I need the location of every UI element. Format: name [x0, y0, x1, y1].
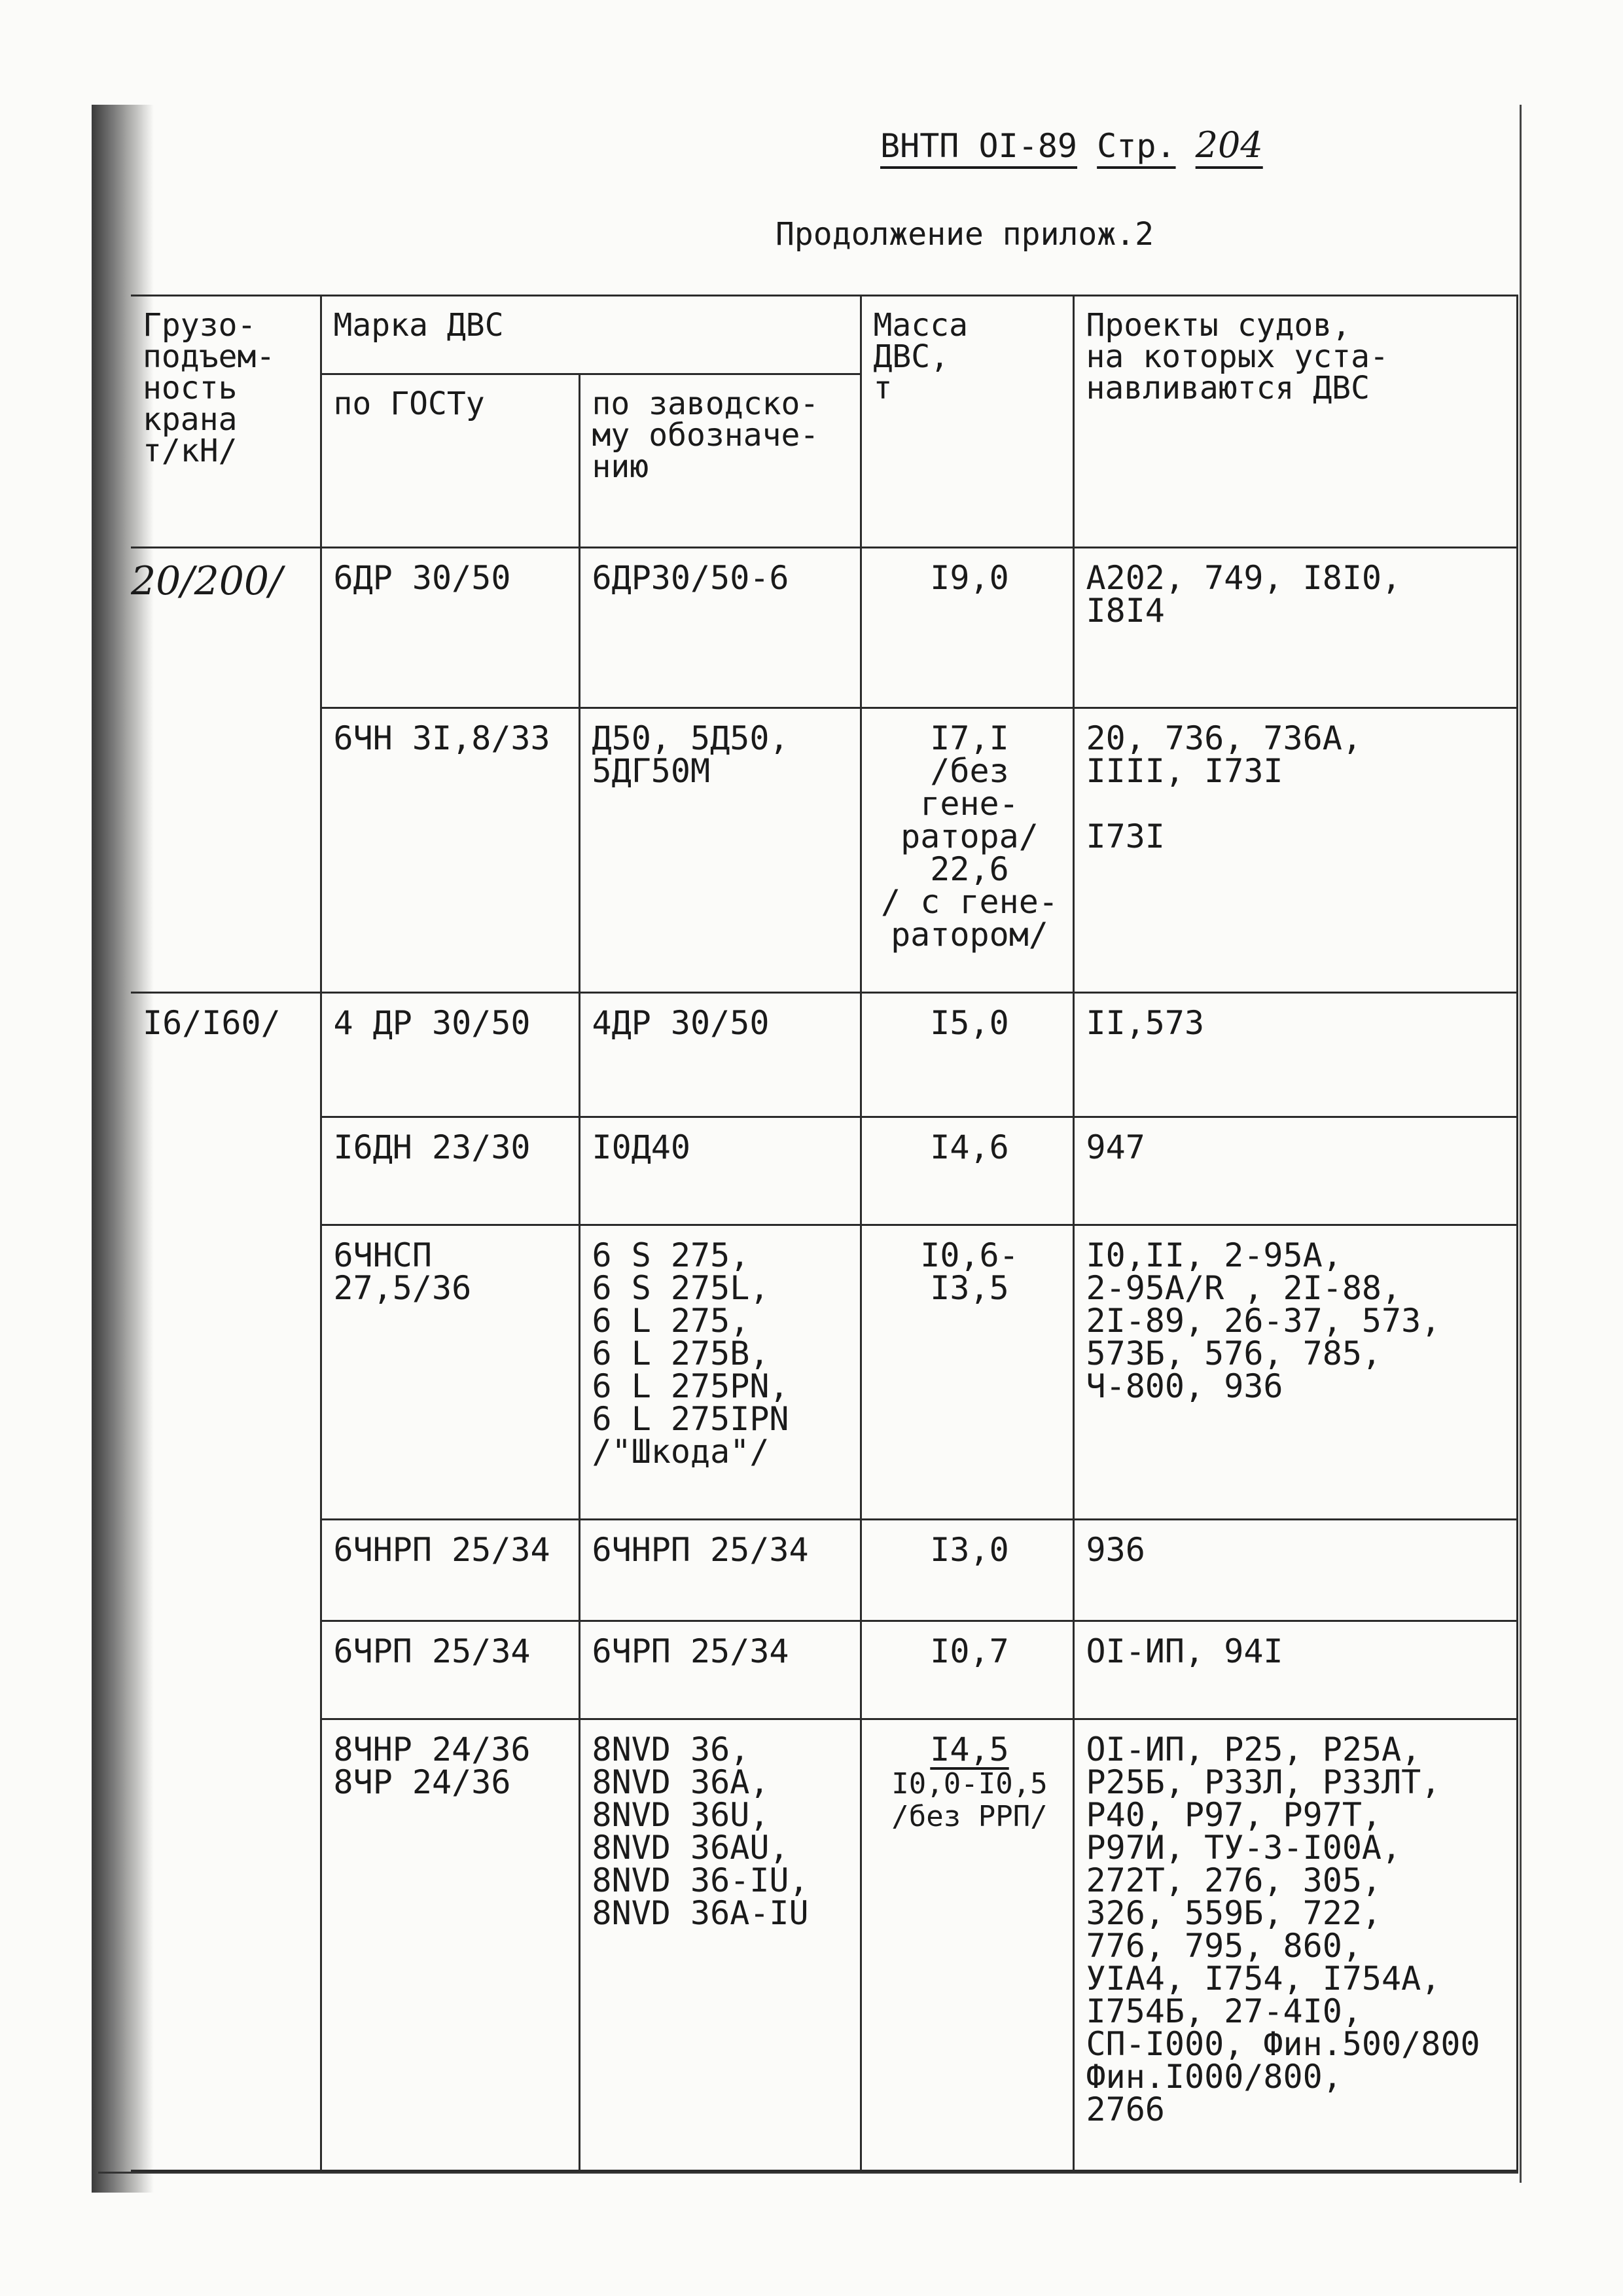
table-row — [131, 1117, 1517, 1225]
gost-cell: 6ДР 30/50 — [321, 548, 579, 708]
gost-cell: I6ДН 23/30 — [321, 1117, 579, 1225]
gost-cell: 6ЧН 3I,8/33 — [321, 708, 579, 993]
table-row — [131, 548, 1517, 708]
doc-code: ВНТП OI-89 — [880, 127, 1078, 165]
projects-cell: I0,II, 2-95А, 2-95А/R , 2I-88, 2I-89, 26-37, 573, 573Б, 576, 785, Ч-800, 936 — [1073, 1225, 1517, 1520]
mass-cell: I0,6- I3,5 — [861, 1225, 1073, 1520]
page-number: 204 — [1195, 124, 1263, 166]
mass-cell: I4,6 — [861, 1117, 1073, 1225]
factory-cell: 6ЧНРП 25/34 — [579, 1520, 861, 1621]
mass-cell: I5,0 — [861, 993, 1073, 1117]
mass-cell — [861, 1719, 1073, 2171]
mass-cell: I3,0 — [861, 1520, 1073, 1621]
header-by-gost: по ГОСТу — [321, 374, 579, 548]
engines-table — [131, 295, 1518, 2172]
page-header — [880, 124, 1263, 166]
factory-cell: 6 S 275, 6 S 275L, 6 L 275, 6 L 275B, 6 L 275PN, 6 L 275IPN /"Шкода"/ — [579, 1225, 861, 1520]
header-projects: Проекты судов, на которых уста- навливаются ДВС — [1073, 296, 1517, 548]
projects-cell: OI-ИП, Р25, Р25А, Р25Б, Р33Л, Р33ЛТ, Р40, Р97, Р97Т, Р97И, ТУ-3-I00А, 272Т, 276, 305, 326, 559Б, 722, 776, 795, 860, УIА4, I754, I754А, I754Б, 27-4I0, СП-I000, Фин.500/800 Фин.I000/800, 2766 — [1073, 1719, 1517, 2171]
mass-top-value: I4,5 — [930, 1731, 1009, 1768]
gost-cell: 6ЧРП 25/34 — [321, 1621, 579, 1719]
header-mass: Масса ДВС, т — [861, 296, 1073, 548]
mass-cell: I9,0 — [861, 548, 1073, 708]
table-row — [131, 1621, 1517, 1719]
table-row — [131, 1225, 1517, 1520]
factory-cell: 6ДР30/50-6 — [579, 548, 861, 708]
right-margin-rule — [1520, 105, 1522, 2183]
factory-cell: I0Д40 — [579, 1117, 861, 1225]
table-row — [131, 708, 1517, 993]
factory-cell: 6ЧРП 25/34 — [579, 1621, 861, 1719]
table-row — [131, 1520, 1517, 1621]
factory-cell: 8NVD 36, 8NVD 36A, 8NVD 36U, 8NVD 36AU, 8NVD 36-IU, 8NVD 36A-IU — [579, 1719, 861, 2171]
gost-cell: 6ЧНСП 27,5/36 — [321, 1225, 579, 1520]
capacity-cell: 20/200/ — [131, 548, 321, 993]
factory-cell: Д50, 5Д50, 5ДГ50М — [579, 708, 861, 993]
projects-cell: 936 — [1073, 1520, 1517, 1621]
gost-cell: 4 ДР 30/50 — [321, 993, 579, 1117]
mass-range-value: I0,0-I0,5 /без РРП/ — [891, 1767, 1048, 1833]
bottom-rule — [98, 2172, 1518, 2174]
gost-cell: 8ЧНР 24/36 8ЧР 24/36 — [321, 1719, 579, 2171]
table-row — [131, 993, 1517, 1117]
appendix-continuation-title: Продолжение прилож.2 — [776, 216, 1154, 253]
header-capacity: Грузо- подъем- ность крана т/кН/ — [131, 296, 321, 548]
header-by-factory: по заводско- му обозначе- нию — [579, 374, 861, 548]
capacity-cell: I6/I60/ — [131, 993, 321, 2171]
page-prefix: Стр. — [1097, 127, 1176, 165]
table-row — [131, 1719, 1517, 2171]
projects-cell: OI-ИП, 94I — [1073, 1621, 1517, 1719]
projects-cell: А202, 749, I8I0, I8I4 — [1073, 548, 1517, 708]
projects-cell: II,573 — [1073, 993, 1517, 1117]
factory-cell: 4ДР 30/50 — [579, 993, 861, 1117]
gost-cell: 6ЧНРП 25/34 — [321, 1520, 579, 1621]
projects-cell: 20, 736, 736А, IIII, I73I I73I — [1073, 708, 1517, 993]
header-engine-brand: Марка ДВС — [321, 296, 861, 374]
mass-cell: I7,I /без гене- ратора/ 22,6 / с гене- ратором/ — [861, 708, 1073, 993]
mass-cell: I0,7 — [861, 1621, 1073, 1719]
projects-cell: 947 — [1073, 1117, 1517, 1225]
